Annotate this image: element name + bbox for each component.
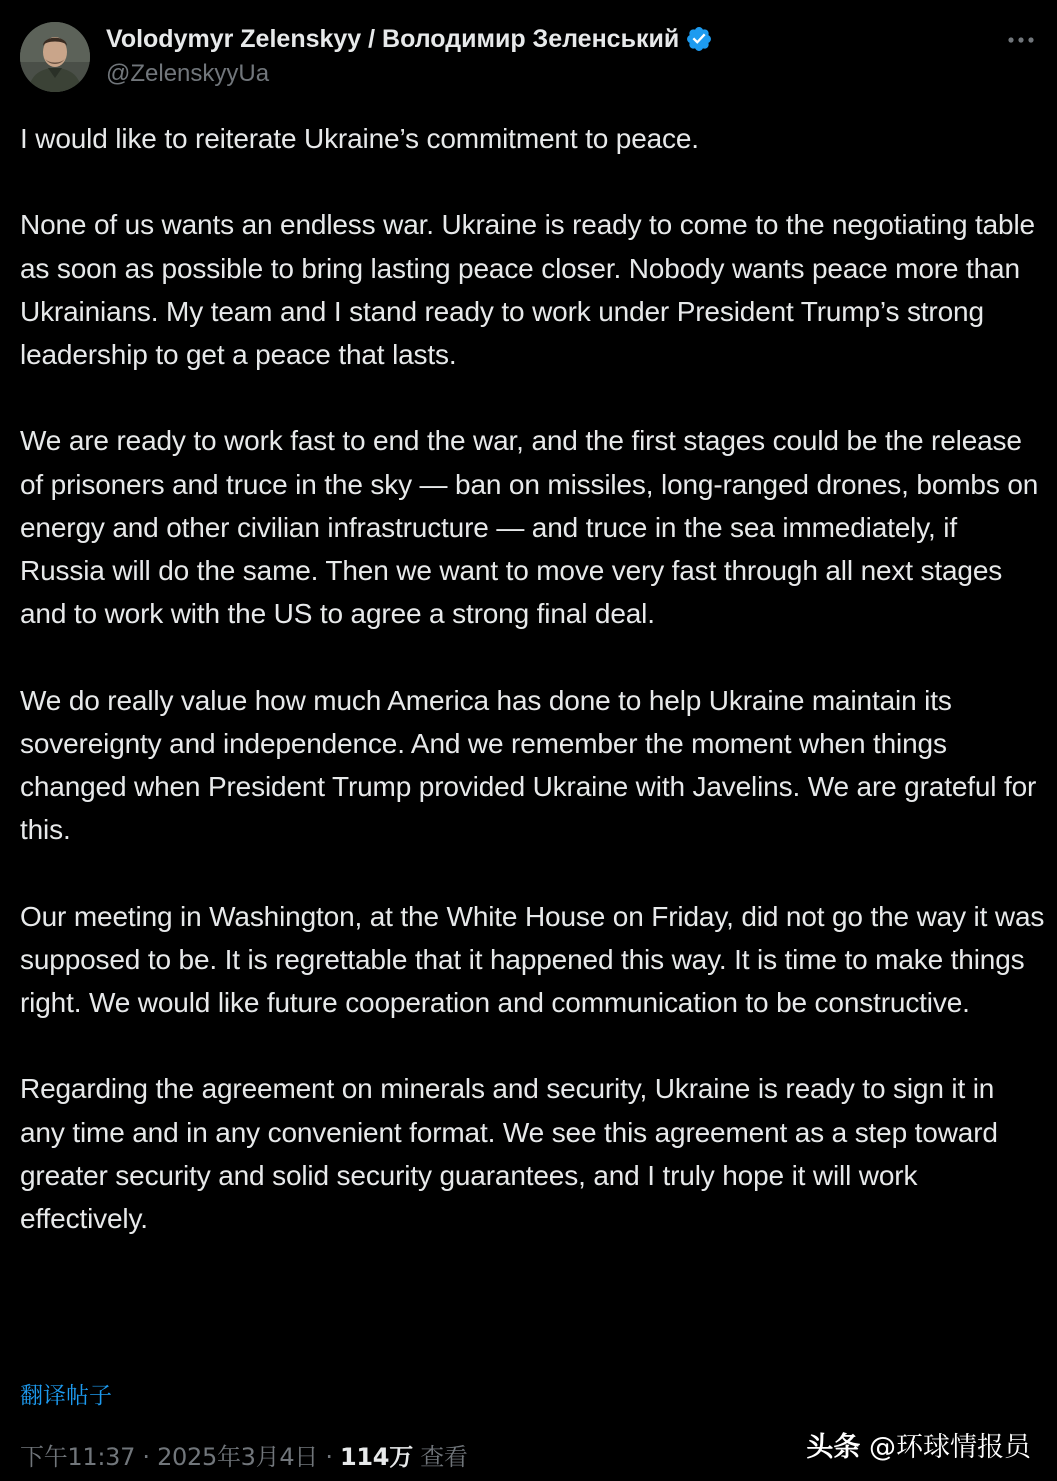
more-options-button[interactable]	[1005, 28, 1037, 52]
meta-separator-2: ·	[318, 1443, 340, 1471]
watermark-brand: 头条	[806, 1432, 861, 1463]
post-date[interactable]: 2025年3月4日	[157, 1443, 318, 1471]
verified-badge-icon[interactable]	[685, 25, 713, 53]
views-label: 查看	[412, 1443, 468, 1471]
watermark-account: @环球情报员	[860, 1432, 1031, 1463]
display-name-row	[106, 22, 713, 56]
author-handle[interactable]: @ZelenskyyUa	[106, 60, 270, 87]
post-header	[20, 20, 1037, 94]
author-names	[106, 22, 713, 88]
avatar[interactable]	[20, 22, 90, 92]
meta-separator: ·	[135, 1443, 158, 1471]
post-metadata	[20, 1437, 468, 1472]
post-text	[20, 117, 1045, 1240]
post-paragraph-3: We are ready to work fast to end the war, and the first stages could be the release of prisoners and truce in the sky — ban on missiles, long-ranged drones, bombs on energy and other civilian infrastructure — and truce in the sea immediately, if Russia will do the same. Then we want to move very fast through all next stages and to work with the US to agree a strong final deal.	[20, 425, 1039, 630]
translate-post-link[interactable]: 翻译帖子	[20, 1383, 112, 1409]
avatar-portrait-icon	[20, 22, 90, 92]
post-time[interactable]: 下午11:37	[20, 1443, 136, 1471]
post-paragraph-2: None of us wants an endless war. Ukraine is ready to come to the negotiating table as soon as possible to bring lasting peace closer. Nobody wants peace more than Ukrainians. My team and I stand ready to work under President Trump’s strong leadership to get a peace that lasts.	[20, 209, 1035, 370]
author-display-name[interactable]: Volodymyr Zelenskyy / Володимир Зеленський	[106, 24, 680, 53]
post-paragraph-5: Our meeting in Washington, at the White House on Friday, did not go the way it was supposed to be. It is regrettable that it happened this way. It is time to make things right. We would like future cooperation and communication to be constructive.	[20, 900, 1045, 1018]
more-options-icon	[1007, 36, 1035, 44]
post-paragraph-1: I would like to reiterate Ukraine’s commitment to peace.	[20, 123, 699, 154]
watermark	[806, 1425, 1031, 1464]
views-count: 114万	[340, 1443, 413, 1471]
post-paragraph-4: We do really value how much America has done to help Ukraine maintain its sovereignty and independence. And we remember the moment when things changed when President Trump provided Ukraine with Javelins. We are grateful for this.	[20, 684, 1037, 846]
post-paragraph-6: Regarding the agreement on minerals and security, Ukraine is ready to sign it in any time and in any convenient format. We see this agreement as a step toward greater security and solid security guarantees, and I truly hope it will work effectively.	[20, 1073, 998, 1234]
